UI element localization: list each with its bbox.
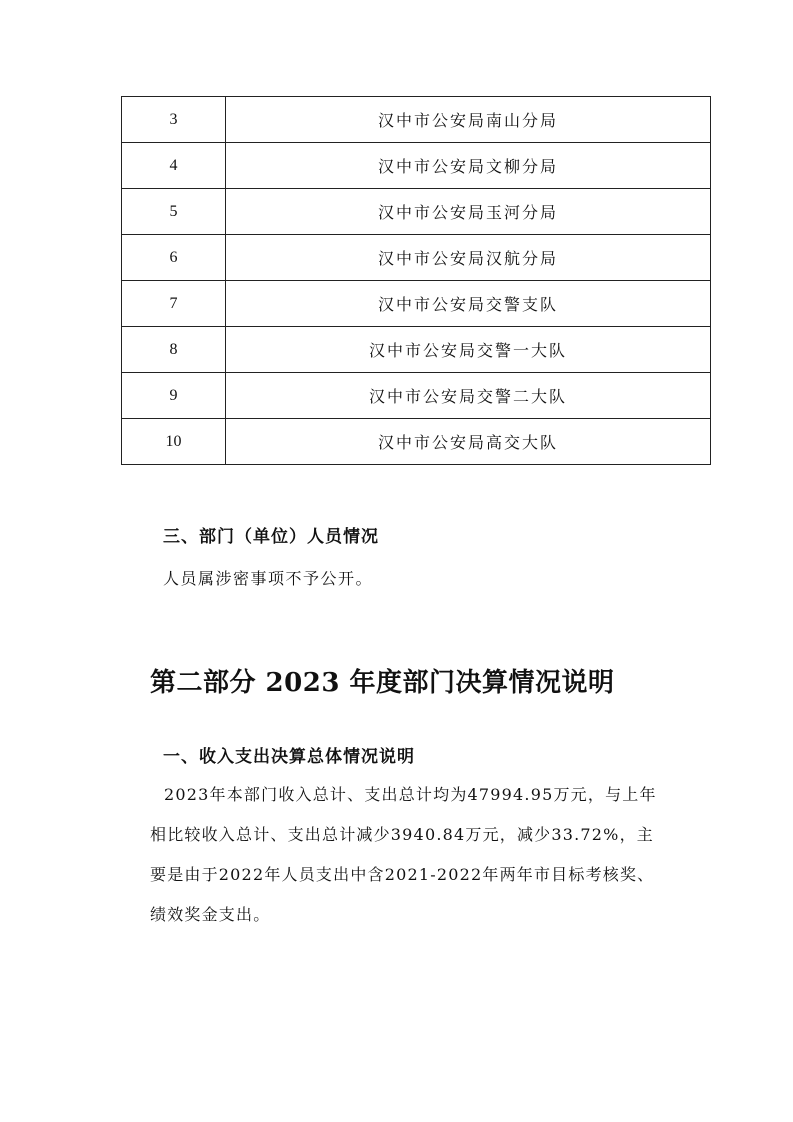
row-number: 7	[122, 281, 226, 327]
part-title: 第二部分 2023 年度部门决算情况说明	[150, 668, 615, 698]
table-row	[122, 327, 711, 373]
table-row	[122, 281, 711, 327]
unit-name: 汉中市公安局玉河分局	[226, 189, 711, 235]
row-number: 9	[122, 373, 226, 419]
unit-name: 汉中市公安局汉航分局	[226, 235, 711, 281]
section-heading-personnel: 三、部门（单位）人员情况	[163, 527, 379, 547]
table-row	[122, 373, 711, 419]
row-number: 3	[122, 97, 226, 143]
table-row	[122, 419, 711, 465]
unit-name: 汉中市公安局高交大队	[226, 419, 711, 465]
unit-name: 汉中市公安局交警支队	[226, 281, 711, 327]
section-heading-overview: 一、收入支出决算总体情况说明	[163, 747, 415, 767]
table-row	[122, 97, 711, 143]
personnel-text: 人员属涉密事项不予公开。	[163, 569, 374, 588]
unit-name: 汉中市公安局交警一大队	[226, 327, 711, 373]
table-row	[122, 143, 711, 189]
row-number: 10	[122, 419, 226, 465]
unit-name: 汉中市公安局交警二大队	[226, 373, 711, 419]
overview-text: 2023年本部门收入总计、支出总计均为47994.95万元，与上年相比较收入总计、支出总计减少3940.84万元，减少33.72%，主要是由于2022年人员支出中含2021-2022年两年市目标考核奖、绩效奖金支出。	[150, 785, 657, 924]
row-number: 5	[122, 189, 226, 235]
row-number: 6	[122, 235, 226, 281]
unit-name: 汉中市公安局文柳分局	[226, 143, 711, 189]
table-row	[122, 235, 711, 281]
unit-name: 汉中市公安局南山分局	[226, 97, 711, 143]
table-row	[122, 189, 711, 235]
row-number: 4	[122, 143, 226, 189]
overview-paragraph	[150, 775, 670, 935]
row-number: 8	[122, 327, 226, 373]
unit-table	[121, 96, 711, 465]
